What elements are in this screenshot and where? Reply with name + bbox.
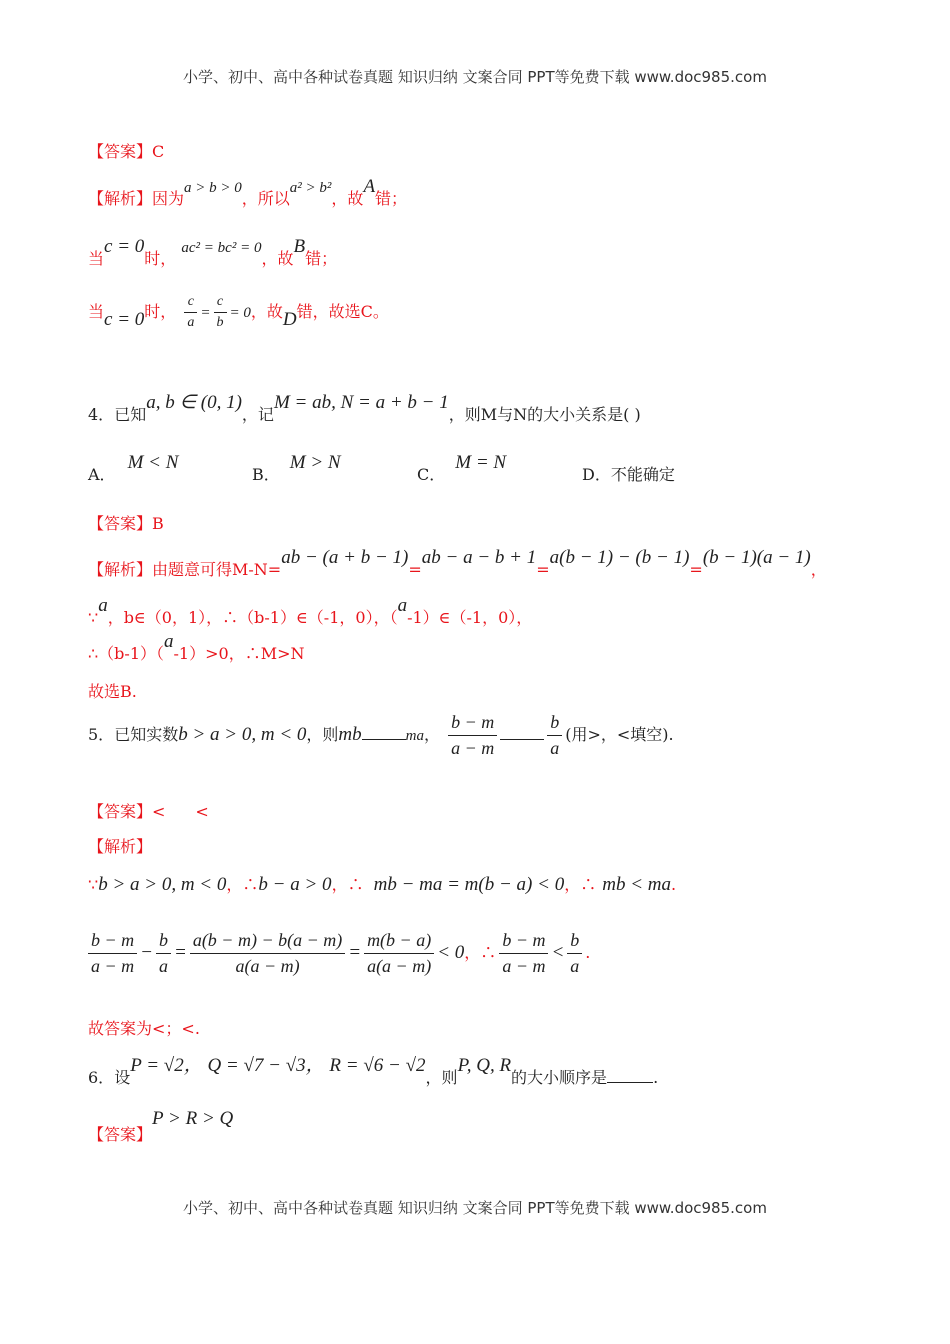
math: (b − 1)(a − 1): [702, 547, 811, 568]
analysis-tag: 【解析】: [88, 189, 153, 208]
text: ∴: [580, 875, 597, 894]
text: ，: [331, 875, 348, 894]
math: B: [293, 236, 306, 257]
numerator: m(b − a): [364, 930, 434, 954]
text: .: [585, 943, 591, 962]
text: .: [653, 1068, 659, 1087]
denominator: a: [187, 315, 195, 330]
text: 错，故选C。: [296, 302, 389, 321]
q3-analysis-line-2: [88, 236, 338, 270]
q6-stem: [88, 1055, 659, 1089]
denominator: b: [216, 315, 224, 330]
blank-1[interactable]: [362, 739, 406, 740]
option-label: C．: [417, 465, 446, 484]
denominator: a: [550, 738, 560, 758]
fraction: [547, 712, 562, 759]
text: ，故: [250, 302, 283, 321]
math: b > a > 0, m < 0: [178, 724, 307, 745]
text: =: [536, 560, 550, 579]
text: ，故: [261, 249, 294, 268]
option-b: [252, 452, 341, 486]
numerator: b − m: [88, 930, 137, 954]
math: ab − (a + b − 1): [281, 547, 409, 568]
analysis-tag: 【解析】: [88, 560, 153, 579]
math: a: [164, 631, 174, 652]
q5-analysis-tag: 【解析】: [88, 837, 153, 856]
math: −: [140, 942, 153, 963]
text: ，: [464, 943, 481, 962]
math: mb: [338, 724, 362, 745]
math: ac² = bc² = 0: [181, 240, 262, 256]
math: A: [363, 176, 376, 197]
math: ab − a − b + 1: [421, 547, 537, 568]
math: =: [348, 942, 362, 963]
text: 错；: [305, 249, 338, 268]
option-expr: M < N: [127, 452, 179, 473]
denominator: a − m: [502, 956, 546, 976]
math: =: [200, 305, 211, 321]
fraction: [448, 712, 497, 759]
q5-analysis-line-2: [88, 930, 590, 977]
q3-analysis-line-1: [88, 176, 408, 210]
numerator: a(b − m) − b(a − m): [190, 930, 345, 954]
denominator: a(a − m): [367, 956, 432, 976]
math: c = 0: [104, 236, 145, 257]
text: 设: [114, 1068, 131, 1087]
text: -1）>0，∴M>N: [173, 644, 305, 663]
text: 已知: [114, 405, 147, 424]
option-label: A．: [88, 465, 116, 484]
math: < 0: [437, 942, 465, 963]
denominator: a(a − m): [235, 956, 300, 976]
math: a: [397, 595, 408, 616]
text: ，故: [331, 189, 364, 208]
text: .: [671, 875, 677, 894]
math: = 0: [229, 305, 251, 321]
numerator: b − m: [499, 930, 548, 954]
blank-3[interactable]: [607, 1082, 653, 1083]
math: mb < ma: [602, 874, 671, 895]
denominator: a: [158, 956, 168, 976]
q3-analysis-line-3: [88, 294, 389, 331]
answer-value: C: [152, 142, 165, 161]
math: P = √2， Q = √7 − √3， R = √6 − √2: [130, 1055, 426, 1076]
answer-value: B: [152, 514, 164, 533]
text: ，所以: [241, 189, 290, 208]
text: =: [689, 560, 703, 579]
q4-answer: [88, 511, 164, 534]
text: 当: [88, 302, 105, 321]
fraction: [88, 930, 137, 977]
text: ，则: [306, 725, 339, 744]
q3-answer: [88, 139, 164, 162]
denominator: a: [570, 956, 580, 976]
blank-2[interactable]: [500, 739, 544, 740]
math: M = ab, N = a + b − 1: [273, 392, 449, 413]
math: b − a > 0: [258, 874, 332, 895]
math: D: [282, 309, 297, 330]
text: (用>，<填空).: [565, 725, 674, 744]
text: -1）∈（-1，0），: [407, 608, 533, 627]
option-a: [88, 452, 179, 486]
math: a, b ∈ (0, 1): [146, 392, 242, 413]
option-c: [417, 452, 507, 486]
text: ，: [564, 875, 581, 894]
header-banner: 小学、初中、高中各种试卷真题 知识归纳 文案合同 PPT等免费下载 www.doc985.com: [183, 68, 767, 86]
math: P, Q, R: [457, 1055, 512, 1076]
answer-tag: 【答案】: [88, 1125, 153, 1144]
math: mb − ma = m(b − a) < 0: [373, 874, 565, 895]
answer-tag: 【答案】: [88, 802, 153, 821]
numerator: b: [156, 930, 171, 954]
q4-analysis-line-2: [88, 595, 533, 629]
numerator: c: [214, 294, 227, 313]
numerator: c: [184, 294, 197, 313]
q5-answer: [88, 799, 209, 822]
q5-analysis-line-3: 故答案为<；<.: [88, 1019, 200, 1038]
footer-banner: 小学、初中、高中各种试卷真题 知识归纳 文案合同 PPT等免费下载 www.doc985.com: [183, 1199, 767, 1217]
text: ，则: [425, 1068, 458, 1087]
fraction: [156, 930, 171, 977]
q5-analysis-line-1: [88, 872, 676, 896]
math: a: [98, 595, 108, 616]
question-number: 4．: [88, 405, 115, 424]
math: <: [551, 942, 565, 963]
math: a² > b²: [289, 180, 332, 196]
q4-analysis-line-1: [88, 547, 827, 581]
answer-tag: 【答案】: [88, 142, 153, 161]
text: 的大小顺序是: [511, 1068, 608, 1087]
denominator: a − m: [451, 738, 495, 758]
answer-tag: 【答案】: [88, 514, 153, 533]
fraction: [214, 294, 227, 331]
option-expr: M > N: [289, 452, 341, 473]
fraction: [567, 930, 582, 977]
fraction: [190, 930, 345, 977]
text: ∵: [88, 608, 99, 627]
denominator: a − m: [91, 956, 135, 976]
q4-stem: [88, 392, 641, 426]
fraction: [184, 294, 197, 331]
text: 已知实数: [114, 725, 179, 744]
q5-stem: [88, 712, 674, 759]
option-expr: 不能确定: [610, 465, 675, 484]
math: ma: [405, 728, 424, 744]
question-number: 6．: [88, 1068, 115, 1087]
text: ∴（b-1）（: [88, 644, 165, 663]
q6-answer: [88, 1108, 234, 1146]
fraction: [364, 930, 434, 977]
math: c = 0: [104, 309, 145, 330]
math: P > R > Q: [152, 1108, 234, 1129]
option-expr: M = N: [455, 452, 507, 473]
text: ，: [226, 875, 243, 894]
text: ∴: [480, 943, 497, 962]
text: 时，: [144, 302, 177, 321]
text: 因为: [152, 189, 185, 208]
text: 时，: [144, 249, 177, 268]
text: 错；: [375, 189, 408, 208]
text: ，记: [241, 405, 274, 424]
option-d: [582, 462, 675, 485]
math: a > b > 0: [184, 180, 242, 196]
math: =: [173, 942, 187, 963]
answer-value: <: [152, 802, 166, 821]
option-label: B．: [252, 465, 280, 484]
numerator: b: [567, 930, 582, 954]
question-number: 5．: [88, 725, 115, 744]
text: ∴: [347, 875, 364, 894]
text: ，b∈（0，1），∴（b-1）∈（-1，0），（: [107, 608, 398, 627]
numerator: b: [547, 712, 562, 736]
fraction: [499, 930, 548, 977]
text: ，: [810, 560, 827, 579]
text: ∵: [88, 875, 99, 894]
q4-analysis-line-3: [88, 631, 305, 665]
numerator: b − m: [448, 712, 497, 736]
math: b > a > 0, m < 0: [98, 874, 227, 895]
option-label: D．: [582, 465, 611, 484]
text: ∴: [242, 875, 259, 894]
text: ，: [423, 725, 440, 744]
answer-value: <: [195, 802, 209, 821]
text: =: [408, 560, 422, 579]
text: ，则M与N的大小关系是( ): [448, 405, 641, 424]
text: 当: [88, 249, 105, 268]
math: a(b − 1) − (b − 1): [549, 547, 690, 568]
q4-analysis-line-4: 故选B.: [88, 682, 137, 701]
text: 由题意可得M-N=: [152, 560, 282, 579]
